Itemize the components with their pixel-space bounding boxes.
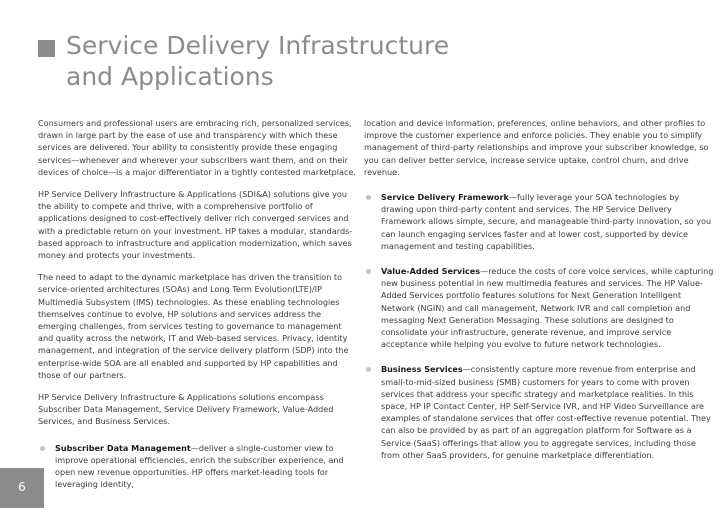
bullet-value-added-services xyxy=(364,265,714,350)
heading-square-icon xyxy=(38,40,55,57)
paragraph: The need to adapt to the dynamic marketplace has driven the transition to service-oriented architectures (SOAs) and Long Term Evolution(LTE)/IP Multimedia Subsystem (IMS) technologies. As these enabling technologies themselves continue to evolve, HP solutions and services address the emerging challenges, from services testing to governance to management and quality across the network, IT and Web-based services. Privacy, identity management, and integration of the service delivery platform (SDP) into the enterprise-wide SOA are all enabled and supported by HP capabilities and those of our partners. xyxy=(38,272,349,380)
bullet-text: —reduce the costs of core voice services, while capturing new business potential in new multimedia features and services. The HP Value-Added Services portfolio features solutions for Next Generation Intelligent Network (NGIN) and call management, Network IVR and call completion and messaging Next Generation Messaging. These solutions are designed to consolidate your infrastructure, generate revenue, and improve service acceptance while helping you evolve to future network technologies. xyxy=(381,266,714,350)
bullet-icon xyxy=(366,269,371,274)
heading-line-1: Service Delivery Infrastructure xyxy=(66,31,450,60)
bullet-service-delivery-framework xyxy=(364,191,714,252)
bullet-title: Business Services xyxy=(381,364,463,375)
paragraph: HP Service Delivery Infrastructure & Applications solutions encompass Subscriber Data Management, Service Delivery Framework, Value-Added Services, and Business Services. xyxy=(38,392,334,427)
page-number-tab xyxy=(0,468,44,508)
bullet-icon xyxy=(40,446,45,451)
left-column xyxy=(38,117,356,500)
bullet-business-services xyxy=(364,363,714,461)
bullet-text: —fully leverage your SOA technologies by drawing upon third-party content and services. The HP Service Delivery Framework allows simple, secure, and manageable third-party innovation, so you can launch engaging services faster and at lower cost, supported by device management and testing capabilities. xyxy=(381,192,712,251)
right-column xyxy=(364,117,714,474)
bullet-title: Service Delivery Framework xyxy=(381,192,509,203)
bullet-title: Value-Added Services xyxy=(381,266,481,277)
page-number: 6 xyxy=(18,480,26,494)
paragraph: Consumers and professional users are embracing rich, personalized services, drawn in large part by the ease of use and transparency with which these services are delivered. Your ability to consistently provide these engaging services—whenever and wherever your subscribers want them, and on their devices of choice—is a major differentiator in a tightly contested marketplace. xyxy=(38,118,356,177)
bullet-text: —consistently capture more revenue from enterprise and small-to-mid-sized business (SMB) customers for years to come with proven services that address your specific strategy and marketplace realities. In this space, HP IP Contact Center, HP Self-Service IVR, and HP Video Surveillance are examples of standalone services that offer cost-effective revenue potential. They can also be provided by as part of an aggregation platform for Software as a Service (SaaS) offerings that allow you to aggregate services, including those from other SaaS providers, for genuine marketplace differentiation. xyxy=(381,364,711,460)
bullet-subscriber-data-management xyxy=(38,442,356,491)
heading-line-2: and Applications xyxy=(66,62,274,91)
bullet-title: Subscriber Data Management xyxy=(55,442,191,453)
paragraph: location and device information, preferences, online behaviors, and other profiles to improve the customer experience and enforce policies. They enable you to simplify management of third-party relationships and improve your subscriber knowledge, so you can deliver better service, increase service uptake, control churn, and drive revenue. xyxy=(364,118,709,177)
paragraph: HP Service Delivery Infrastructure & Applications (SDI&A) solutions give you the ability to compete and thrive, with a comprehensive portfolio of applications designed to cost-effectively deliver rich converged services and with a predictable return on your investment. HP takes a modular, standards-based approach to infrastructure and application modernization, which saves money and protects your investments. xyxy=(38,189,353,261)
section-heading xyxy=(38,30,449,92)
bullet-text: —deliver a single-customer view to improve operational efficiencies, enrich the subscriber experience, and open new revenue opportunities. HP offers market-leading tools for leveraging identity, xyxy=(55,442,344,490)
bullet-icon xyxy=(366,195,371,200)
bullet-icon xyxy=(366,367,371,372)
